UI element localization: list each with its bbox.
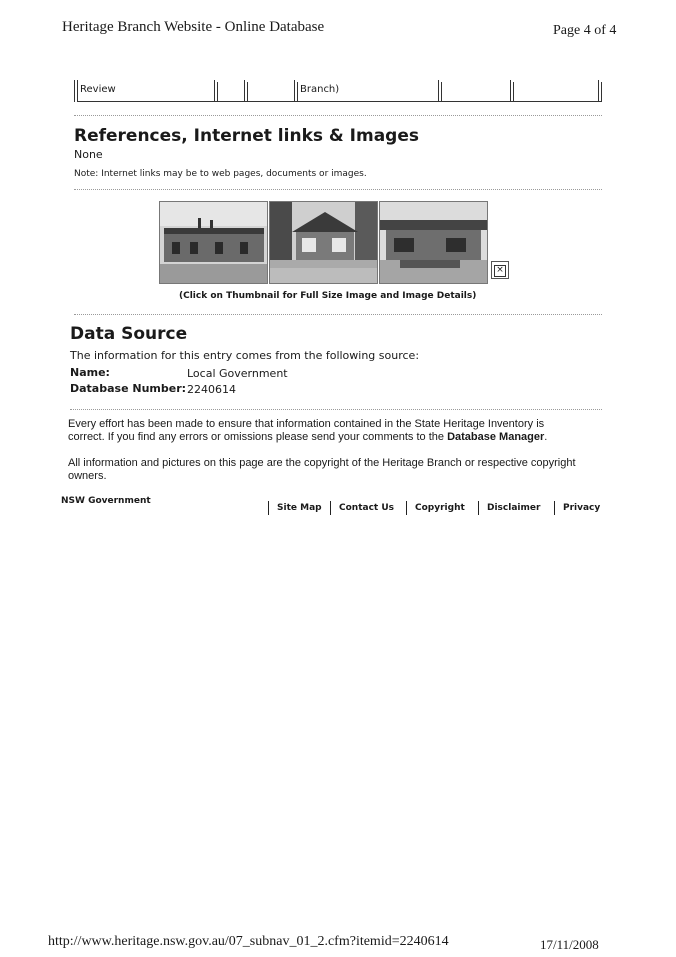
- review-cell: Review: [80, 84, 116, 95]
- contact-us-link[interactable]: Contact Us: [330, 501, 394, 515]
- review-table-row: [74, 80, 602, 102]
- accuracy-notice: [68, 418, 568, 444]
- database-number-label: Database Number:: [70, 382, 187, 395]
- data-source-heading: Data Source: [70, 324, 188, 344]
- privacy-link[interactable]: Privacy: [554, 501, 600, 515]
- references-note: Note: Internet links may be to web pages, documents or images.: [74, 169, 367, 179]
- divider: [74, 115, 602, 116]
- site-map-link[interactable]: Site Map: [268, 501, 322, 515]
- divider: [74, 314, 602, 315]
- print-header-page-number: Page 4 of 4: [553, 23, 617, 38]
- thumbnail-1[interactable]: [159, 201, 268, 284]
- database-number-value: 2240614: [187, 383, 236, 396]
- disclaimer-link[interactable]: Disclaimer: [478, 501, 540, 515]
- thumbnail-caption: (Click on Thumbnail for Full Size Image and Image Details): [179, 291, 477, 301]
- print-footer-url: http://www.heritage.nsw.gov.au/07_subnav_01_2.cfm?itemid=2240614: [48, 934, 449, 949]
- divider: [74, 189, 602, 190]
- copyright-link[interactable]: Copyright: [406, 501, 465, 515]
- name-value: Local Government: [187, 367, 288, 380]
- references-value: None: [74, 148, 103, 161]
- thumbnail-3[interactable]: [379, 201, 488, 284]
- nsw-government-link[interactable]: NSW Government: [61, 496, 151, 506]
- references-heading: References, Internet links & Images: [74, 126, 419, 146]
- accuracy-notice-end: .: [544, 431, 548, 443]
- close-icon[interactable]: ×: [491, 261, 509, 279]
- copyright-notice: All information and pictures on this page are the copyright of the Heritage Branch or respective copyright owners.: [68, 457, 576, 482]
- print-header-title: Heritage Branch Website - Online Database: [62, 19, 325, 35]
- data-source-intro: The information for this entry comes from the following source:: [70, 349, 420, 362]
- accuracy-notice-text: Every effort has been made to ensure that information contained in the State Heritage Inventory is correct. If you find any errors or omissions please send your comments to the: [68, 418, 545, 443]
- database-manager-link[interactable]: Database Manager: [447, 431, 545, 443]
- print-footer-date: 17/11/2008: [540, 937, 599, 952]
- branch-cell: Branch): [300, 84, 340, 95]
- thumbnail-2[interactable]: [269, 201, 378, 284]
- divider: [70, 409, 602, 410]
- name-label: Name:: [70, 366, 110, 379]
